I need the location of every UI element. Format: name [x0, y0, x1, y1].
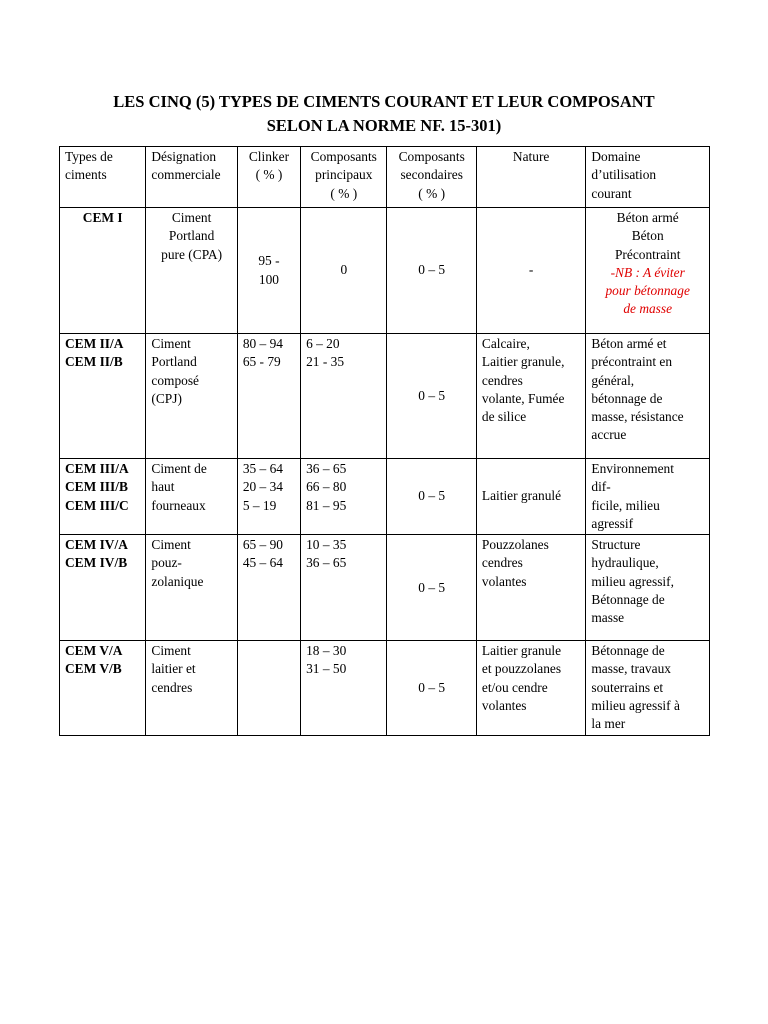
header-composants-principaux [301, 147, 387, 208]
cell-line: volantes [481, 573, 527, 589]
cell-line: Pouzzolanes [481, 537, 549, 553]
cell-domaine [586, 459, 710, 535]
cell-line: CEM II/B [65, 354, 123, 370]
cell-line: principaux [315, 167, 373, 183]
cell-line: Ciment [151, 336, 191, 351]
cell-line: ( % ) [330, 185, 358, 201]
cell-line: volantes [481, 698, 527, 714]
cell-line: ciments [65, 167, 107, 183]
cell-line: masse [591, 610, 625, 626]
table-row [60, 208, 710, 334]
cell-secondaires: 0 – 5 [387, 334, 476, 459]
cell-principaux [301, 459, 387, 535]
table-header-row [60, 147, 710, 208]
cell-domaine [586, 208, 710, 334]
cell-line: 10 – 35 [306, 537, 347, 553]
cell-clinker [237, 459, 300, 535]
cell-line: 31 – 50 [306, 661, 347, 677]
cell-line: la mer [591, 716, 626, 732]
cell-line: masse, résistance [591, 409, 684, 425]
cell-secondaires: 0 – 5 [387, 641, 476, 735]
cell-line: Composants [398, 149, 465, 164]
cell-line: dif- [591, 479, 611, 495]
cell-line: courant [591, 185, 632, 201]
cell-line: 65 – 90 [242, 537, 283, 553]
cell-designation [146, 459, 237, 535]
cell-line: 100 [258, 271, 279, 287]
cell-line: Composants [310, 149, 377, 164]
cell-line: CEM V/A [65, 643, 123, 659]
cell-designation [146, 208, 237, 334]
cell-domaine [586, 535, 710, 641]
cell-line: zolanique [151, 573, 204, 589]
header-types [60, 147, 146, 208]
table-row [60, 334, 710, 459]
cell-line: Clinker [248, 149, 290, 164]
cell-line: Ciment [151, 643, 191, 659]
cell-line: souterrains et [591, 679, 664, 695]
cell-line: Laitier granulé [481, 488, 562, 504]
cell-designation [146, 641, 237, 735]
cell-nature [476, 641, 586, 735]
header-nature [476, 147, 586, 208]
cell-types [60, 535, 146, 641]
cell-line: CEM III/B [65, 479, 128, 495]
cell-line: Environnement [591, 461, 674, 476]
cell-line: 6 – 20 [306, 336, 340, 351]
cell-line: Béton armé et [591, 336, 667, 351]
cell-line: secondaires [400, 167, 463, 183]
cell-line: cendres [481, 372, 523, 388]
cell-principaux [301, 641, 387, 735]
title-line-1: LES CINQ (5) TYPES DE CIMENTS COURANT ET LEUR COMPOSANT [113, 92, 655, 111]
table-row [60, 459, 710, 535]
cell-line: Portland [168, 228, 215, 244]
cell-line: et pouzzolanes [481, 661, 562, 677]
cell-line: Désignation [151, 149, 217, 164]
cell-line: 80 – 94 [242, 336, 283, 351]
cell-line: 21 - 35 [306, 354, 345, 370]
cell-line: 36 – 65 [306, 461, 347, 476]
cell-clinker [237, 535, 300, 641]
cell-principaux: 0 [301, 208, 387, 334]
cell-line: 36 – 65 [306, 555, 347, 571]
cell-line: Précontraint [614, 246, 681, 262]
cell-nature [476, 334, 586, 459]
cell-line: Bétonnage de [591, 643, 665, 659]
cell-domaine [586, 641, 710, 735]
header-clinker [237, 147, 300, 208]
cell-types [60, 208, 146, 334]
cell-line: Portland [151, 354, 197, 370]
cell-line: CEM III/A [65, 461, 129, 476]
cell-line: laitier et [151, 661, 196, 677]
cell-line: pure (CPA) [161, 246, 223, 262]
cell-line: Ciment [171, 210, 212, 225]
cell-line: milieu agressif à [591, 698, 680, 714]
cell-line: -NB : A éviter [610, 264, 685, 280]
table-row [60, 641, 710, 735]
cell-line: haut [151, 479, 175, 495]
cell-line: Laitier granule, [481, 354, 565, 370]
table-row [60, 535, 710, 641]
cell-line: CEM III/C [65, 497, 129, 513]
cell-line: Structure [591, 537, 641, 553]
cell-line: hydraulique, [591, 555, 659, 571]
cell-clinker [237, 208, 300, 334]
cell-line: 65 - 79 [242, 354, 281, 370]
cell-line: fourneaux [151, 497, 206, 513]
header-domaine [586, 147, 710, 208]
cell-line: pouz- [151, 555, 182, 571]
cell-line: CEM V/B [65, 661, 122, 677]
domaine-text [591, 209, 704, 264]
cell-line: masse, travaux [591, 661, 671, 677]
cell-line: CEM IV/B [65, 555, 128, 571]
cell-line: ficile, milieu [591, 497, 660, 513]
cell-line: ( % ) [255, 167, 283, 183]
domaine-note [591, 264, 704, 319]
cell-types [60, 334, 146, 459]
cell-secondaires: 0 – 5 [387, 459, 476, 535]
cell-types [60, 641, 146, 735]
cell-line: milieu agressif, [591, 573, 674, 589]
cell-line: Béton [631, 228, 664, 244]
cell-line: Ciment de [151, 461, 207, 476]
cell-line: Nature [512, 149, 550, 164]
cell-line: accrue [591, 427, 627, 443]
cell-secondaires: 0 – 5 [387, 208, 476, 334]
cell-line: bétonnage de [591, 390, 663, 406]
cell-domaine [586, 334, 710, 459]
cell-principaux [301, 334, 387, 459]
title-line-2: SELON LA NORME NF. 15-301) [266, 116, 502, 135]
cell-line: (CPJ) [151, 390, 182, 406]
cell-line: Ciment [151, 537, 191, 553]
cell-line: cendres [151, 679, 193, 695]
header-designation [146, 147, 237, 208]
cell-clinker [237, 334, 300, 459]
cell-nature [476, 535, 586, 641]
cell-line: 66 – 80 [306, 479, 347, 495]
cell-line: d’utilisation [591, 167, 657, 183]
cell-line: composé [151, 372, 199, 388]
cell-line: de silice [481, 409, 527, 425]
cell-line: et/ou cendre [481, 679, 548, 695]
cell-line: CEM II/A [65, 336, 124, 351]
cell-line: agressif [591, 515, 634, 531]
cell-nature [476, 459, 586, 535]
cell-line: commerciale [151, 167, 221, 183]
cell-line: pour bétonnage [605, 283, 690, 299]
cell-line: volante, Fumée [481, 390, 565, 406]
cell-line: CEM I [82, 210, 123, 225]
cell-line: Types de [65, 149, 113, 164]
cell-principaux [301, 535, 387, 641]
cell-line: 35 – 64 [242, 461, 283, 476]
cell-line: de masse [623, 301, 673, 317]
cell-line: 18 – 30 [306, 643, 347, 659]
cell-clinker [237, 641, 300, 735]
cell-line: 5 – 19 [242, 497, 277, 513]
cell-line: Béton armé [616, 210, 679, 225]
header-composants-secondaires [387, 147, 476, 208]
cell-line: ( % ) [418, 185, 446, 201]
cement-types-table [59, 146, 710, 736]
cell-line: CEM IV/A [65, 537, 128, 553]
cell-line: précontraint en [591, 354, 673, 370]
cell-line: 95 - [258, 253, 280, 269]
cell-line: cendres [481, 555, 523, 571]
cell-line: Domaine [591, 149, 641, 164]
cell-line: Laitier granule [481, 643, 562, 659]
cell-line: 45 – 64 [242, 555, 283, 571]
document-title [0, 90, 768, 138]
cell-nature: - [476, 208, 586, 334]
cell-line: Bétonnage de [591, 592, 665, 608]
cell-line: 81 – 95 [306, 497, 347, 513]
cell-line: Calcaire, [481, 336, 530, 351]
cell-designation [146, 334, 237, 459]
cell-types [60, 459, 146, 535]
cell-secondaires: 0 – 5 [387, 535, 476, 641]
cell-designation [146, 535, 237, 641]
cell-line: général, [591, 372, 635, 388]
cell-line: 20 – 34 [242, 479, 283, 495]
